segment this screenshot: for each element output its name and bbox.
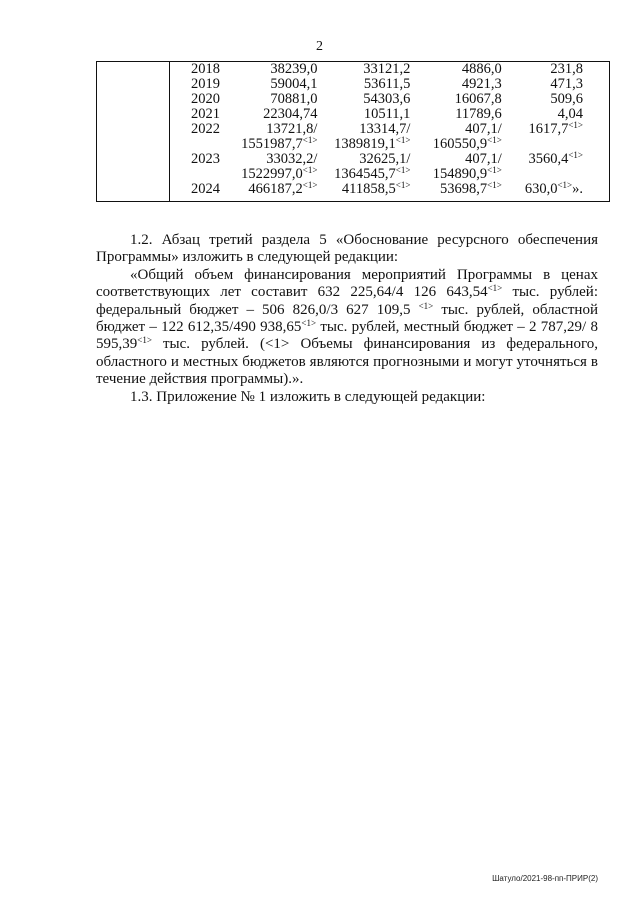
table-cell-d: 4,04	[508, 107, 610, 122]
table-cell-d: 509,6	[508, 92, 610, 107]
table-row	[97, 77, 610, 92]
table-blank-cell	[97, 92, 170, 107]
table-blank-cell	[97, 122, 170, 137]
table-row	[97, 107, 610, 122]
table-cell-c: $154890,9^{<1>}$	[432, 165, 502, 182]
table-cell-b: 33121,2	[323, 62, 416, 78]
table-blank-cell	[97, 107, 170, 122]
table-blank-cell	[97, 167, 170, 182]
table-cell-c: $160550,9^{<1>}$	[432, 135, 502, 152]
table-cell-a: $1551987,7^{<1>}$	[241, 135, 318, 152]
table-cell-year: 2022	[190, 121, 220, 137]
table-cell-b: 13314,7/	[359, 121, 411, 137]
table-cell-b: $1389819,1^{<1>}$	[334, 135, 411, 152]
table-cell-b: 53611,5	[363, 76, 411, 92]
table-row	[97, 92, 610, 107]
table-cell-a: 13721,8/	[266, 121, 318, 137]
table-blank-cell	[97, 62, 170, 78]
table-cell-d	[508, 137, 610, 152]
table-row	[97, 152, 610, 167]
table-cell-year: 2023	[190, 151, 220, 167]
table-cell-c: 16067,8	[454, 91, 502, 107]
table-cell-b: $1364545,7^{<1>}$	[334, 165, 411, 182]
table-cell-c: 4921,3	[461, 76, 502, 92]
table-cell-d: $630,0^{<1>}$».	[508, 182, 610, 202]
page-number: 2	[316, 39, 323, 54]
table-cell-b: 10511,1	[363, 106, 411, 122]
table-cell-year: 2021	[190, 106, 220, 122]
table-cell-a: 38239,0	[235, 62, 323, 78]
quoted-paragraph: «Общий объем финансирования мероприятий Программы в ценах соответствующих лет составит 632 225,64/4 126 $643,54^{<1>}$ тыс. рублей: федеральный бюджет – 506 826,0/3 627 109,5 $^{<1>}$ тыс. рублей, областной бюджет – 122 612,35/490 $938,65^{<1>}$ тыс. рублей, местный бюджет – 2 787,29/ 8 $595,39^{<1>}$ тыс. рублей. (<1> Объемы финансирования из федерального, областного и местных бюджетов являются прогнозными и могут уточняться в течение действия программы).».	[96, 266, 598, 388]
table-cell-c: 4886,0	[416, 62, 507, 78]
section-1-2	[96, 232, 598, 406]
table-cell-year: 2020	[190, 91, 220, 107]
table-cell-c: 407,1/	[465, 151, 502, 167]
table-cell-b: 54303,6	[363, 91, 411, 107]
table-blank-cell	[97, 152, 170, 167]
table-row	[97, 62, 610, 78]
table-row	[97, 167, 610, 182]
table-cell-year	[169, 137, 235, 152]
table-cell-c: 11789,6	[455, 106, 502, 122]
table-cell-a: $1522997,0^{<1>}$	[241, 165, 318, 182]
financing-table	[96, 61, 610, 202]
table-cell-d: $3560,4^{<1>}$	[508, 152, 610, 167]
table-cell-year: 2018	[169, 62, 235, 78]
table-cell-a: $466187,2^{<1>}$	[235, 182, 323, 202]
paragraph-1-3: 1.3. Приложение № 1 изложить в следующей редакции:	[130, 388, 486, 405]
table-row	[97, 137, 610, 152]
table-row	[97, 122, 610, 137]
table-blank-cell	[97, 182, 170, 202]
table-cell-year: 2019	[190, 76, 220, 92]
document-code: Шатуло/2021-98-пп-ПРИР(2)	[492, 874, 598, 883]
table-cell-b: 32625,1/	[359, 151, 411, 167]
table-cell-year: 2024	[169, 182, 235, 202]
table-blank-cell	[97, 137, 170, 152]
table-row	[97, 182, 610, 202]
table-cell-a: 22304,74	[263, 106, 318, 122]
table-cell-d: 471,3	[508, 77, 610, 92]
table-cell-a: 33032,2/	[266, 151, 318, 167]
table-cell-a: 59004,1	[270, 76, 318, 92]
paragraph-1-2: 1.2. Абзац третий раздела 5 «Обоснование ресурсного обеспечения Программы» изложить в следующей редакции:	[96, 232, 598, 266]
table-cell-year	[169, 167, 235, 182]
table-cell-d: $1617,7^{<1>}$	[508, 122, 610, 137]
table-cell-d: 231,8	[508, 62, 610, 78]
table-cell-a: 70881,0	[270, 91, 318, 107]
table-blank-cell	[97, 77, 170, 92]
table-cell-c: 407,1/	[465, 121, 502, 137]
table-cell-c: $53698,7^{<1>}$	[416, 182, 507, 202]
table-cell-b: $411858,5^{<1>}$	[323, 182, 416, 202]
